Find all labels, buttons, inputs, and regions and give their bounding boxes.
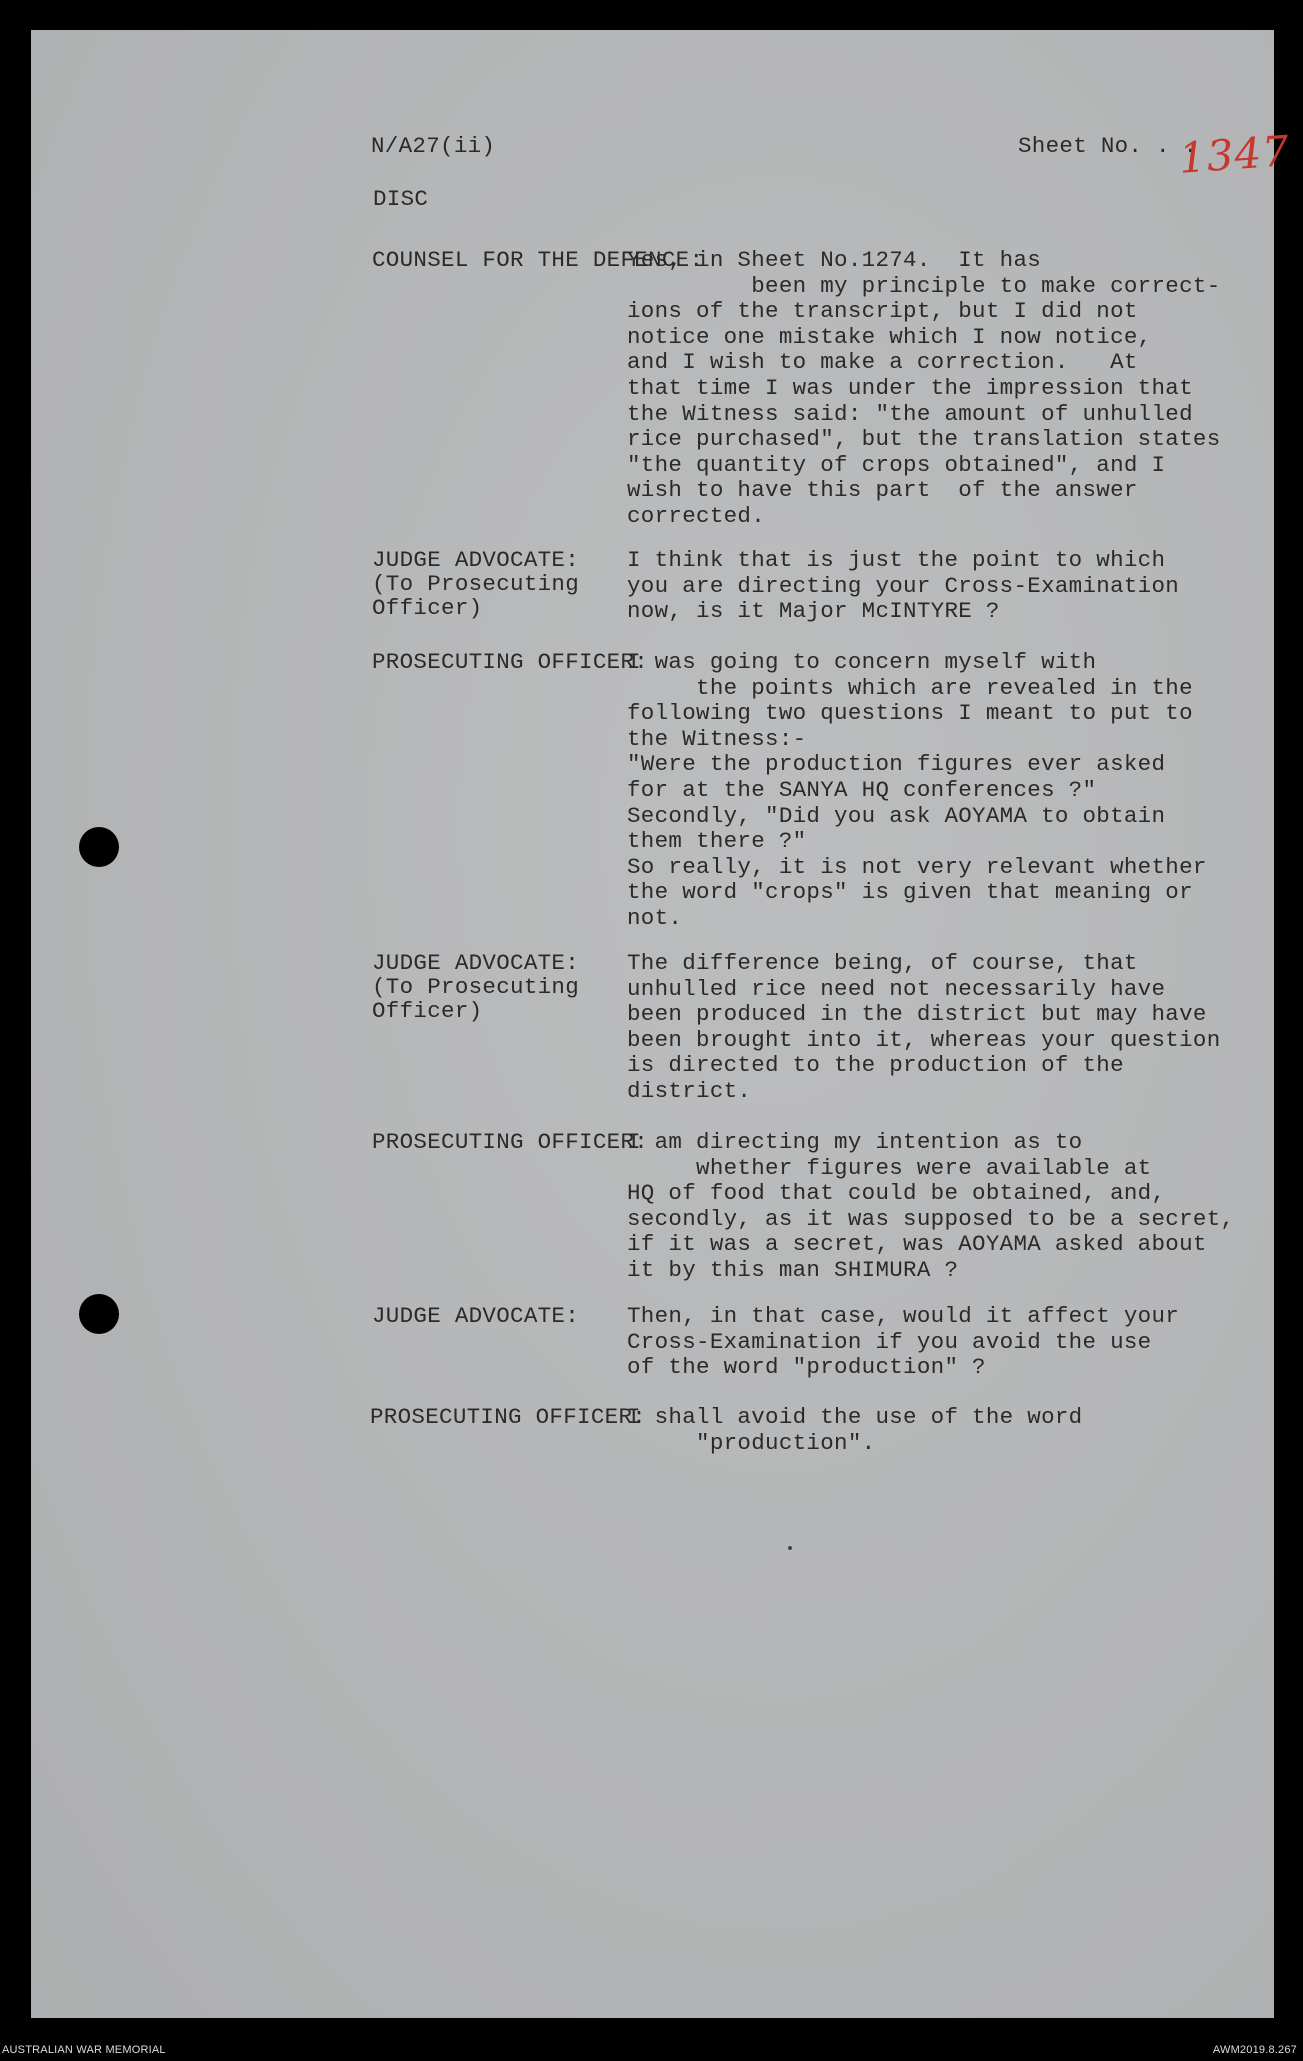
speaker-judge-advocate: JUDGE ADVOCATE: bbox=[372, 1303, 580, 1329]
sheet-label: Sheet No. . . bbox=[1018, 133, 1198, 159]
subheading: DISC bbox=[373, 186, 429, 212]
statement-counsel-defence: Yes, in Sheet No.1274. It has been my principle to make correct- ions of the transcript, but I did not notice one mistake which I now notice, and I wish to make a correction. At that time I was under the impression that the Witness said: "the amount of unhulled rice purchased", but the translation states "the quantity of crops obtained", and I wish to have this part of the answer corrected. bbox=[627, 247, 1221, 529]
footer-accession-number: AWM2019.8.267 bbox=[1212, 2044, 1297, 2056]
speaker-prosecuting-officer: PROSECUTING OFFICER: bbox=[370, 1404, 647, 1430]
speaker-judge-advocate: JUDGE ADVOCATE: (To Prosecuting Officer) bbox=[372, 950, 580, 1024]
footer-institution: AUSTRALIAN WAR MEMORIAL bbox=[2, 2044, 166, 2056]
document-page bbox=[31, 30, 1292, 2018]
speaker-judge-advocate: JUDGE ADVOCATE: (To Prosecuting Officer) bbox=[372, 547, 580, 621]
ink-speck bbox=[788, 1546, 792, 1550]
speaker-counsel-defence: COUNSEL FOR THE DEFENCE: bbox=[372, 247, 704, 273]
statement-prosecuting-officer: I was going to concern myself with the points which are revealed in the following two questions I meant to put to the Witness:- "Were the production figures ever asked for at the SANYA HQ conferences ?" Secondly, "Did you ask AOYAMA to obtain them there ?" So really, it is not very relevant whether the word "crops" is given that meaning or not. bbox=[627, 649, 1207, 931]
statement-judge-advocate: The difference being, of course, that unhulled rice need not necessarily have been produced in the district but may have been brought into it, whereas your question is directed to the production of the district. bbox=[627, 950, 1221, 1104]
statement-prosecuting-officer: I am directing my intention as to whether figures were available at HQ of food that could be obtained, and, secondly, as it was supposed to be a secret, if it was a secret, was AOYAMA asked about it by this man SHIMURA ? bbox=[627, 1129, 1235, 1283]
handwritten-sheet-number: 1347 bbox=[1177, 126, 1292, 183]
speaker-prosecuting-officer: PROSECUTING OFFICER: bbox=[372, 1129, 649, 1155]
statement-prosecuting-officer: I shall avoid the use of the word "production". bbox=[627, 1404, 1083, 1456]
punch-hole-bottom bbox=[79, 1294, 119, 1334]
punch-hole-top bbox=[79, 827, 119, 867]
reference-number: N/A27(ii) bbox=[371, 133, 496, 159]
statement-judge-advocate: I think that is just the point to which you are directing your Cross-Examination now, is it Major McINTYRE ? bbox=[627, 547, 1180, 625]
speaker-prosecuting-officer: PROSECUTING OFFICER: bbox=[372, 649, 649, 675]
statement-judge-advocate: Then, in that case, would it affect your Cross-Examination if you avoid the use of the word "production" ? bbox=[627, 1303, 1180, 1381]
